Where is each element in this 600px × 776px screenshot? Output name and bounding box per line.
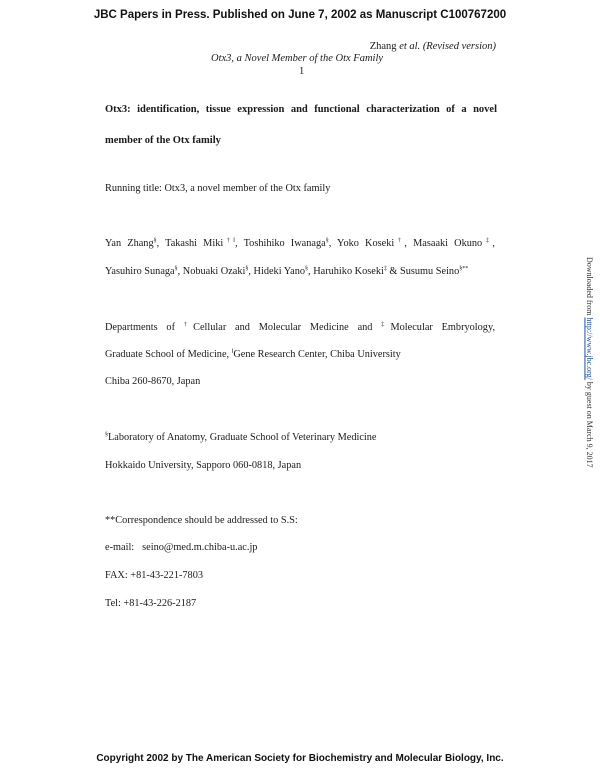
authors-line-2 xyxy=(105,266,468,277)
correspondence-note: **Correspondence should be addressed to S.S: xyxy=(105,515,298,526)
author: Yan Zhang§, xyxy=(105,238,166,249)
title-line-1: Otx3: identification, tissue expression and functional characterization of a novel xyxy=(105,104,497,115)
email-line xyxy=(105,542,257,553)
running-head xyxy=(370,41,496,52)
fax-line: FAX: +81-43-221-7803 xyxy=(105,570,203,581)
affiliation-line-5: Hokkaido University, Sapporo 060-0818, Japan xyxy=(105,460,302,471)
author: Nobuaki Ozaki§, xyxy=(182,266,254,277)
author: Masaaki Okuno‡, xyxy=(413,238,495,249)
affiliation-line-3: Chiba 260-8670, Japan xyxy=(105,376,201,387)
paper-title xyxy=(105,94,497,156)
author: Hideki Yano§, xyxy=(253,266,314,277)
author: Yoko Koseki†, xyxy=(337,238,414,249)
email-label: e-mail: xyxy=(105,542,135,553)
author: Toshihiko Iwanaga§, xyxy=(243,238,338,249)
author: Haruhiko Koseki‡ & xyxy=(313,266,401,277)
running-title: Running title: Otx3, a novel member of the Otx family xyxy=(105,183,331,194)
email-address[interactable]: seino@med.m.chiba-u.ac.jp xyxy=(142,542,258,553)
affiliation-line-2: Graduate School of Medicine, ‖Gene Research Center, Chiba University xyxy=(105,349,401,360)
tel-line: Tel: +81-43-226-2187 xyxy=(105,598,197,609)
press-notice: JBC Papers in Press. Published on June 7, 2002 as Manuscript C100767200 xyxy=(93,9,507,21)
running-head-version: (Revised version) xyxy=(422,41,496,52)
affiliation-line-1: Departments of †Cellular and Molecular Medicine and ‡Molecular Embryology, xyxy=(105,322,496,333)
affiliation-line-4: §Laboratory of Anatomy, Graduate School of Veterinary Medicine xyxy=(105,432,377,443)
author: Takashi Miki†‖, xyxy=(165,238,244,249)
authors-line-1 xyxy=(105,238,495,249)
download-notice: Downloaded from http://www.jbc.org/ by guest on March 9, 2017 xyxy=(585,257,594,468)
author: Susumu Seino§** xyxy=(400,266,469,277)
jbc-link[interactable]: http://www.jbc.org/ xyxy=(585,317,594,380)
title-line-2: member of the Otx family xyxy=(105,135,221,146)
copyright-notice: Copyright 2002 by The American Society for Biochemistry and Molecular Biology, Inc. xyxy=(96,753,504,764)
running-head-author: Zhang xyxy=(369,41,397,52)
short-title: Otx3, a Novel Member of the Otx Family xyxy=(211,53,384,64)
author: Yasuhiro Sunaga§, xyxy=(105,266,183,277)
running-head-etal: et al. xyxy=(399,41,421,52)
page-number: 1 xyxy=(299,66,305,77)
